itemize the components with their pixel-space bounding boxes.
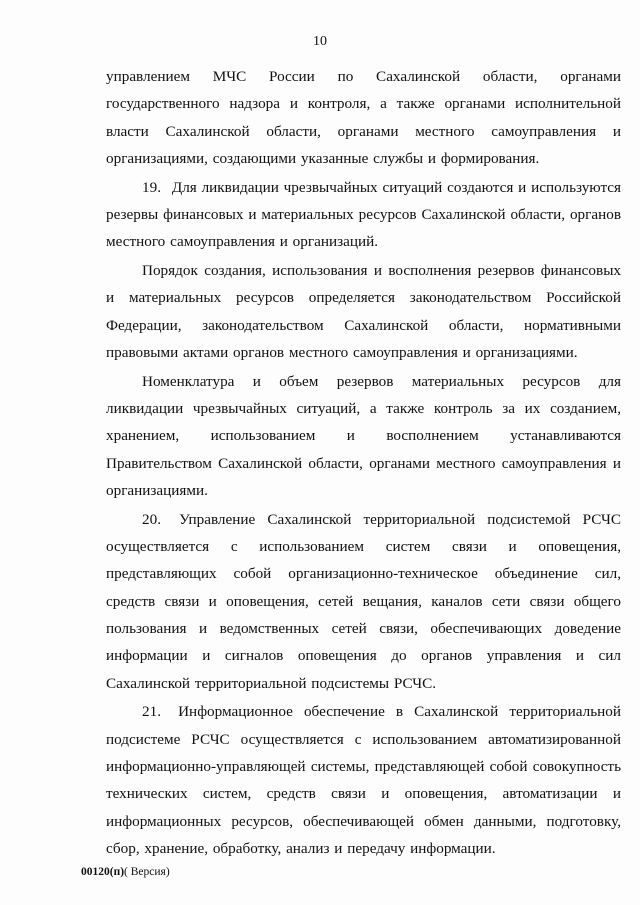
- paragraph-text: управлением МЧС России по Сахалинской области, органами государственного надзора и контроля, а также органами исполнительной власти Сахалинской области, органами местного самоуправления и организациями, создающими указанные службы и формирования.: [106, 68, 621, 167]
- paragraph-20: [106, 506, 621, 697]
- document-footer: [81, 865, 170, 879]
- paragraph-continuation: [106, 63, 621, 172]
- clause-number: 21.: [142, 703, 161, 721]
- document-code: 00120(п): [81, 866, 125, 878]
- paragraph-reserves-nomenclature: [106, 368, 621, 504]
- paragraph-19: [106, 174, 621, 256]
- paragraph-reserves-order: [106, 257, 621, 366]
- clause-number: 19.: [142, 178, 161, 196]
- document-body: [106, 63, 621, 864]
- paragraph-text: Управление Сахалинской территориальной подсистемой РСЧС осуществляется с использованием систем связи и оповещения, представляющих собой организационно-техническое объединение сил, средств связи и оповещения, сетей вещания, каналов сети связи общего пользования и ведомственных сетей связи, обеспечивающих доведение информации и сигналов оповещения до органов управления и сил Сахалинской территориальной подсистемы РСЧС.: [106, 510, 622, 692]
- paragraph-text: Порядок создания, использования и восполнения резервов финансовых и материальных ресурсов определяется законодательством Российской Федерации, законодательством Сахалинской области, нормативными правовыми актами органов местного самоуправления и организациями.: [106, 262, 621, 361]
- page-number: 10: [313, 34, 327, 49]
- paragraph-text: Информационное обеспечение в Сахалинской территориальной подсистеме РСЧС осуществляется с использованием автоматизированной информационно-управляющей системы, представляющей собой совокупность технических систем, средств связи и оповещения, автоматизации и информационных ресурсов, обеспечивающей обмен данными, подготовку, сбор, хранение, обработку, анализ и передачу информации.: [106, 703, 621, 857]
- paragraph-text: Номенклатура и объем резервов материальных ресурсов для ликвидации чрезвычайных ситуаций, а также контроль за их созданием, хранением, использованием и восполнением устанавливаются Правительством Сахалинской области, органами местного самоуправления и организациями.: [106, 372, 621, 499]
- paragraph-text: Для ликвидации чрезвычайных ситуаций создаются и используются резервы финансовых и материальных ресурсов Сахалинской области, органов местного самоуправления и организаций.: [106, 178, 621, 251]
- paragraph-21: [106, 698, 621, 862]
- version-label: ( Версия): [124, 866, 170, 878]
- clause-number: 20.: [142, 510, 161, 528]
